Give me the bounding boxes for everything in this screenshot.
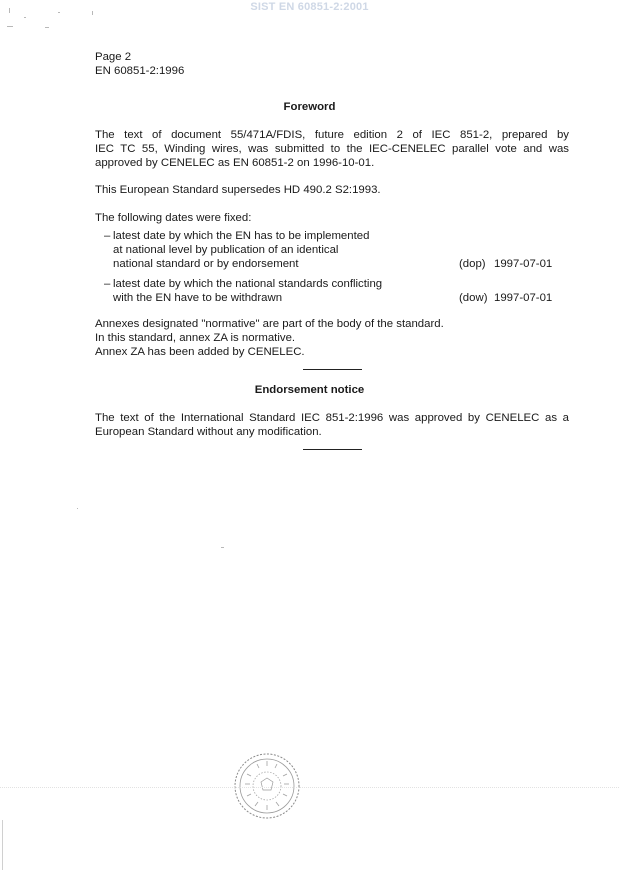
date-value: 1997-07-01 [494,291,553,304]
annex-line: In this standard, annex ZA is normative. [95,332,296,345]
supersedes-statement: This European Standard supersedes HD 490.2 S2:1993. [95,184,381,196]
date-item-dow [104,277,573,305]
annex-line: Annex ZA has been added by CENELEC. [95,346,305,359]
list-dash: – [104,277,111,290]
foreword-paragraph [95,128,569,171]
endorsement-paragraph [95,411,569,439]
section-divider [303,449,362,450]
foreword-line: The text of document 55/471A/FDIS, future edition 2 of IEC 851-2, prepared by [95,129,569,141]
scan-speck [7,26,13,27]
page-number: Page 2 [95,51,132,63]
date-item-text: national standard or by endorsement [113,258,299,271]
scan-speck [77,508,78,509]
dates-intro: The following dates were fixed: [95,212,252,224]
list-dash: – [104,230,111,242]
foreword-line: IEC TC 55, Winding wires, was submitted to the IEC-CENELEC parallel vote and was [95,143,569,156]
section-divider [303,369,362,370]
date-code: (dop) [459,258,486,271]
endorsement-heading: Endorsement notice [254,384,365,396]
scan-speck [9,8,10,13]
date-value: 1997-07-01 [494,258,553,271]
date-item-text: latest date by which the EN has to be implemented [113,230,370,242]
foreword-line: approved by CENELEC as EN 60851-2 on 1996-10-01. [95,157,375,170]
date-item-text: at national level by publication of an identical [113,244,339,257]
dates-list [104,229,573,305]
watermark-text: SIST EN 60851-2:2001 [250,1,369,13]
annex-line: Annexes designated "normative" are part of the body of the standard. [95,318,444,330]
scan-speck [92,11,93,15]
date-item-dop [104,229,573,272]
scan-edge-line [2,820,3,870]
scan-speck [58,12,60,13]
date-item-text: latest date by which the national standards conflicting [113,277,383,290]
scan-speck [24,17,26,18]
official-stamp-seal [233,752,301,820]
annex-notes [95,317,444,360]
page-header [95,50,184,78]
endorsement-line: European Standard without any modification. [95,426,322,439]
endorsement-line: The text of the International Standard IEC 851-2:1996 was approved by CENELEC as a [95,412,569,424]
date-item-text: with the EN have to be withdrawn [113,291,283,304]
date-code: (dow) [459,291,488,304]
scan-speck [45,27,49,28]
scan-speck [221,547,224,548]
foreword-heading: Foreword [283,101,336,113]
scan-artifact-line [0,787,619,788]
document-id: EN 60851-2:1996 [95,65,185,78]
